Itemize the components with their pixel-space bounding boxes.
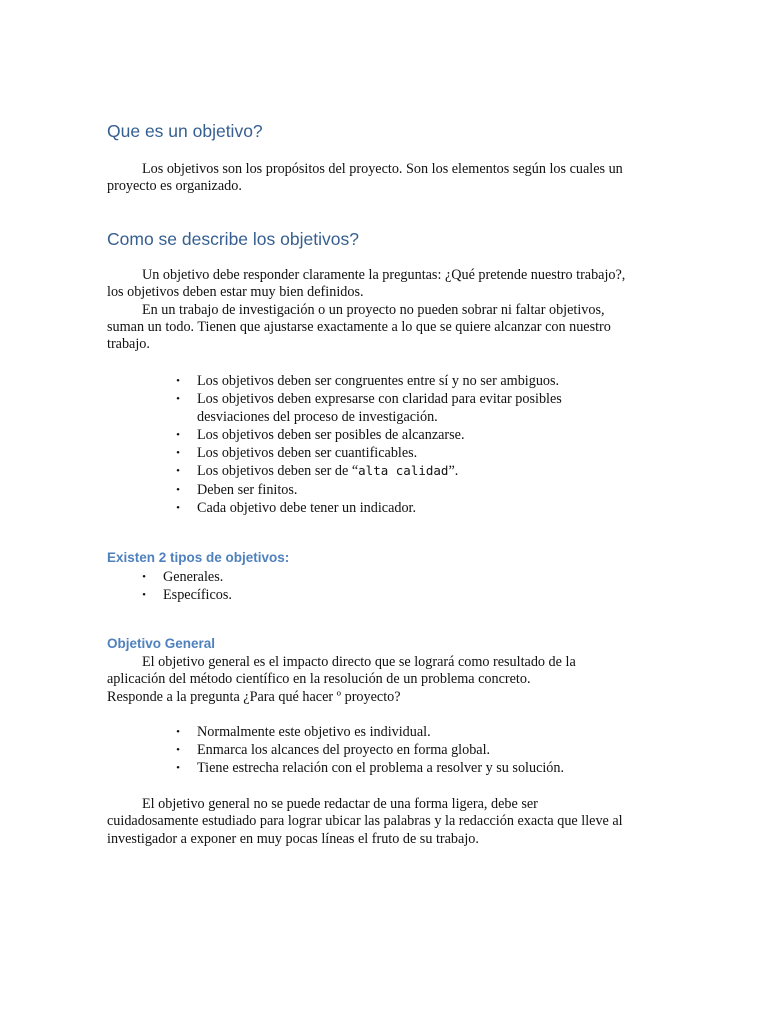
list-item-text: desviaciones del proceso de investigación. <box>197 409 438 426</box>
list-item <box>173 741 564 759</box>
bullet-icon: • <box>176 375 180 387</box>
objective-characteristics-list <box>173 372 562 517</box>
list-item-text: Los objetivos deben expresarse con claridad para evitar posibles <box>197 391 562 408</box>
bullet-icon: • <box>176 762 180 775</box>
bullet-icon: • <box>176 393 180 406</box>
paragraph-line: suman un todo. Tienen que ajustarse exactamente a lo que se quiere alcanzar con nuestro <box>107 318 611 335</box>
paragraph-closing <box>107 796 667 848</box>
list-item-text: Los objetivos deben ser cuantificables. <box>197 445 418 462</box>
list-item-text: ”. <box>448 463 459 480</box>
bullet-icon: • <box>176 447 180 460</box>
bullet-icon: • <box>142 589 146 602</box>
paragraph-line: Responde a la pregunta ¿Para qué hacer º proyecto? <box>107 688 401 705</box>
heading-como-se-describe: Como se describe los objetivos? <box>107 229 359 249</box>
paragraph-line: Un objetivo debe responder claramente la preguntas: ¿Qué pretende nuestro trabajo?, <box>142 267 626 283</box>
list-item-text: Enmarca los alcances del proyecto en forma global. <box>197 742 491 759</box>
general-objective-list <box>173 723 564 777</box>
list-item-continuation <box>173 408 562 426</box>
heading-objetivo-general: Objetivo General <box>107 636 216 651</box>
list-item <box>173 372 562 390</box>
list-item-text: Específicos. <box>163 587 232 604</box>
paragraph-line: proyecto es organizado. <box>107 178 242 195</box>
heading-tipos-de-objetivos: Existen 2 tipos de objetivos: <box>107 550 290 565</box>
paragraph-objetivo-general <box>107 654 667 706</box>
paragraph-line: investigador a exponer en muy pocas líneas el fruto de su trabajo. <box>107 830 479 847</box>
list-item <box>173 499 562 517</box>
bullet-icon: • <box>176 429 180 442</box>
paragraph-line: Los objetivos son los propósitos del proyecto. Son los elementos según los cuales un <box>142 161 623 177</box>
list-item-text: Tiene estrecha relación con el problema a resolver y su solución. <box>197 760 565 777</box>
bullet-icon: • <box>176 483 180 496</box>
bullet-icon: • <box>176 465 180 478</box>
list-item <box>173 723 564 741</box>
paragraph-description <box>107 267 667 353</box>
list-item <box>173 426 562 444</box>
list-item-text: Cada objetivo debe tener un indicador. <box>197 499 417 516</box>
list-item-text: Deben ser finitos. <box>197 481 298 498</box>
list-item <box>139 586 232 604</box>
bullet-icon: • <box>176 744 180 757</box>
list-item-text: Generales. <box>163 569 224 585</box>
list-item-text: Los objetivos deben ser de “ <box>197 463 359 480</box>
list-item <box>173 759 564 777</box>
list-item <box>173 462 562 480</box>
list-item <box>173 444 562 462</box>
objective-types-list <box>139 568 232 604</box>
paragraph-line: El objetivo general es el impacto directo que se logrará como resultado de la <box>142 654 576 670</box>
monospace-text: alta calidad <box>358 463 449 479</box>
paragraph-line: cuidadosamente estudiado para lograr ubicar las palabras y la redacción exacta que lleve al <box>107 813 623 830</box>
list-item <box>173 481 562 499</box>
paragraph-definition <box>107 161 667 196</box>
paragraph-line: El objetivo general no se puede redactar de una forma ligera, debe ser <box>142 796 538 812</box>
heading-que-es-un-objetivo: Que es un objetivo? <box>107 121 263 141</box>
list-item-text: Los objetivos deben ser posibles de alcanzarse. <box>197 427 465 444</box>
bullet-icon: • <box>142 571 146 583</box>
list-item-text: Los objetivos deben ser congruentes entre sí y no ser ambiguos. <box>197 373 560 389</box>
paragraph-line: En un trabajo de investigación o un proyecto no pueden sobrar ni faltar objetivos, <box>142 301 605 318</box>
list-item <box>173 390 562 408</box>
paragraph-line: aplicación del método científico en la resolución de un problema concreto. <box>107 671 531 688</box>
list-item-text: Normalmente este objetivo es individual. <box>197 724 431 740</box>
paragraph-line: los objetivos deben estar muy bien definidos. <box>107 284 364 301</box>
bullet-icon: • <box>176 726 180 738</box>
list-item <box>139 568 232 586</box>
bullet-icon: • <box>176 501 180 514</box>
paragraph-line: trabajo. <box>107 336 150 353</box>
